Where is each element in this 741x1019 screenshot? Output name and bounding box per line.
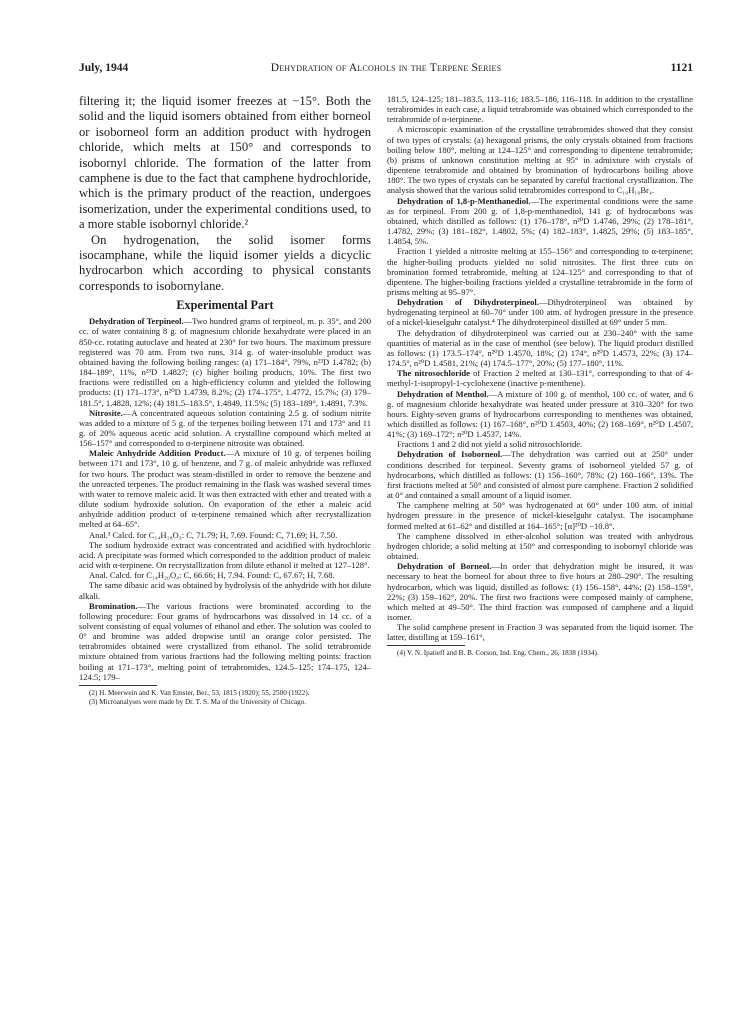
paragraph: Dehydration of Borneol.—In order that dehydration might be insured, it was necessary to heat the borneol for about three to five hours at 280–290°. The resulting hydrocarbon, which was liquid, distilled as follows: (1) 156–158°, 44%; (2) 158–159°, 22%; (3) 159–162°, 20%. The first two fractions were composed mainly of camphene, which melted at 49–50°. The third fraction was composed of camphene and a liquid isomer. — [387, 561, 693, 622]
paragraph: Nitrosite.—A concentrated aqueous solution containing 2.5 g. of sodium nitrite was added to a mixture of 5 g. of the terpenes boiling between 171 and 173° and 11 g. of 20% aqueous acetic acid solution. A crystalline compound which melted at 156–157° and corresponded to α-terpinene nitrosite was obtained. — [79, 407, 371, 449]
paragraph: On hydrogenation, the solid isomer forms isocamphane, while the liquid isomer yields a dicyclic hydrocarbon which according to physical constants corresponds to isobornylane. — [79, 232, 371, 293]
paragraph: Maleic Anhydride Addition Product.—A mixture of 10 g. of terpenes boiling between 171 and 173°, 10 g. of benzene, and 7 g. of maleic anhydride was refluxed for two hours. The product was steam-distilled in order to remove the benzene and the unreacted terpenes. The product remaining in the flask was washed several times with water to remove maleic acid. It was then extracted with ether and treated with a dilute sodium hydroxide solution. On evaporation of the ether a maleic acid anhydride addition product of α-terpinene remained which after recrystallization melted at 64–65°. — [79, 448, 371, 530]
analysis-line: Anal. Calcd. for C₁₄H₂₀O₄: C, 66.66; H, 7.94. Found: C, 67.67; H, 7.68. — [89, 570, 335, 581]
paragraph: The same dibasic acid was obtained by hydrolysis of the anhydride with hot dilute alkali. — [79, 580, 371, 601]
paragraph: Dehydration of Isoborneol.—The dehydration was carried out at 250° under conditions described for terpineol. Seventy grams of isoborneol yielded 57 g. of hydrocarbons, which distilled as follows: (1) 156–160°, 78%; (2) 160–166°, 13%. The first fractions melted at 50° and consisted of almost pure camphene. Fraction 2 solidified at 0° and contained a small amount of a liquid isomer. — [387, 449, 693, 501]
paragraph: The dehydration of dihydroterpineol was carried out at 230–240° with the same quantities of material as in the case of menthol (see below). The liquid product distilled as follows: (1) 173.5–174°, n²⁰D 1.4570, 18%; (2) 174°, n²⁰D 1.4573, 22%; (3) 174–174.5°, n²⁰D 1.4581, 21%; (4) 174.5–177°, 20%; (5) 177–180°, 11%. — [387, 327, 693, 369]
paragraph: filtering it; the liquid isomer freezes at −15°. Both the solid and the liquid isomers obtained from either borneol or isoborneol form an addition product with hydrogen chloride, which melts at 150° and corresponds to isobornyl chloride. The formation of the latter from camphene is due to the fact that camphene hydrochloride, which is the primary product of the reaction, undergoes isomerization, under the experimental conditions used, to a more stable isobornyl chloride.² — [79, 94, 371, 232]
runin-heading: Dehydration of Terpineol. — [89, 316, 184, 327]
runin-heading: Bromination. — [89, 600, 138, 611]
footnote-rule — [79, 685, 157, 686]
runin-heading: Dehydration of Menthol. — [397, 388, 489, 399]
right-column — [387, 94, 693, 996]
footnote: (3) Microanalyses were made by Dr. T. S. Ma of the University of Chicago. — [89, 697, 307, 706]
section-heading: Experimental Part — [176, 298, 274, 313]
paragraph: The camphene melting at 50° was hydrogenated at 60° under 100 atm. of initial hydrogen pressure in the presence of nickel-kieselguhr catalyst. The isocamphane formed melted at 61–62° and distilled at 164–165°; [α]²⁰D −10.8°. — [387, 500, 693, 531]
paragraph: Dehydration of Menthol.—A mixture of 100 g. of menthol, 100 cc. of water, and 6 g. of magnesium chloride hexahydrate was heated under pressure at 310–320° for two hours. Eighty-seven grams of hydrocarbons corresponding to menthenes was obtained, which distilled as follows: (1) 167–168°, n²⁰D 1.4503, 40%; (2) 168–169°, n²⁰D 1.4507, 41%; (3) 169–172°; n²⁰D 1.4537, 14%. — [387, 388, 693, 440]
runin-heading: The nitrosochloride — [397, 368, 470, 379]
paragraph: The camphene dissolved in ether-alcohol solution was treated with anhydrous hydrogen chloride; a solid melting at 150° and corresponding to isobornyl chloride was obtained. — [387, 530, 693, 562]
paragraph: Fractions 1 and 2 did not yield a solid nitrosochloride. — [397, 439, 583, 450]
paragraph: Bromination.—The various fractions were brominated according to the following procedure: Four grams of hydrocarbons was dissolved in 14 cc. of a solvent consisting of equal volumes of ethanol and ether. The solution was cooled to 0° and bromine was added dropwise until an orange color persisted. The tetrabromides obtained were crystallized from ethanol. The solid tetrabromide mixture obtained from various fractions had the following melting points: fraction boiling at 171–173°, melting point of tetrabromides, 124.5–125; 174–175, 124–124.5; 179– — [79, 600, 371, 682]
header-page-number: 1121 — [670, 62, 693, 74]
runin-heading: Maleic Anhydride Addition Product. — [89, 448, 226, 459]
paragraph: Dehydration of Terpineol.—Two hundred grams of terpineol, m. p. 35°, and 200 cc. of water containing 8 g. of magnesium chloride hexahydrate were placed in an 850-cc. rotating autoclave and heated at 230° for two hours. The maximum pressure registered was 70 atm. From two runs, 314 g. of water-insoluble product was obtained having the following boiling ranges: (a) 171–184°, 79%, n²³D 1.4782; (b) 184–189°, 11%, n²³D 1.4827; (c) higher boiling products, 10%. The first two fractions were redistilled on a high-efficiency column and yielded the following products: (1) 171–173°, n²⁰D 1.4739, 8.2%; (2) 174–175°, 1.4772, 15.7%; (3) 179–181.5°, 1.4828, 12%; (4) 181.5–183.5°, 1.4849, 11.5%; (5) 183–189°, 1.4891, 7.3%. — [79, 316, 371, 408]
header-date: July, 1944 — [79, 62, 129, 74]
paragraph: Dehydration of Dihydroterpineol.—Dihydroterpineol was obtained by hydrogenating terpineol at 60–70° under 100 atm. of hydrogen pressure in the presence of a nickel-kieselguhr catalyst.⁴ The dihydroterpineol distilled at 69° under 5 mm. — [387, 297, 693, 328]
running-header — [79, 62, 693, 78]
header-running-title: Dehydration of Alcohols in the Terpene Series — [270, 62, 502, 74]
paragraph: The nitrosochloride of Fraction 2 melted at 130–131°, corresponding to that of 4-methyl-1-isopropyl-1-cyclohexene (inactive p-menthene). — [387, 368, 693, 389]
left-column — [79, 94, 371, 996]
footnote: (2) H. Meerwein and K. Van Emster, Ber., 53, 1815 (1920); 55, 2500 (1922). — [89, 688, 310, 697]
paragraph: Dehydration of 1,8-p-Menthanediol.—The experimental conditions were the same as for terpineol. From 200 g. of 1,8-p-menthanediol, 141 g. of hydrocarbons was obtained, which distilled as follows: (1) 176–178°, n²⁰D 1.4746, 29%; (2) 178–181°, 1.4782, 29%; (3) 181–182°, 1.4802, 5%; (4) 182–183°, 1.4825, 29%; (5) 183–185°, 1.4854, 5%. — [387, 195, 693, 247]
runin-heading: Dehydration of Dihydroterpineol. — [397, 297, 539, 308]
runin-heading: Dehydration of Isoborneol. — [397, 449, 503, 460]
footnote-rule — [387, 645, 465, 646]
runin-heading: Nitrosite. — [89, 407, 123, 418]
paragraph: 181.5, 124–125; 181–183.5, 113–116; 183.5–186, 116–118. In addition to the crystalline tetrabromides in each case, a liquid tetrabromide was obtained which corresponded to the tetrabromide of α-terpinene. — [387, 94, 693, 125]
runin-heading: Dehydration of Borneol. — [397, 561, 492, 572]
paragraph: Fraction 1 yielded a nitrosite melting at 155–156° and corresponding to α-terpinene; the higher-boiling products yielded no solid nitrosites. The first three cuts on bromination formed tetrabromide, melting at 124–125° and corresponding to that of dipentene. The higher-boiling fractions yielded a crystalline tetrabromide in the form of prisms melting at 95–97°. — [387, 246, 693, 297]
runin-heading: Dehydration of 1,8-p-Menthanediol. — [397, 195, 531, 206]
paragraph: A microscopic examination of the crystalline tetrabromides showed that they consist of two types of crystals: (a) hexagonal prisms, the only crystals obtained from fractions boiling below 180°, melting at 124–125° and corresponding to dipentene tetrabromide; (b) prisms of unknown constitution melting at 95° in admixture with crystals of dipentene tetrabromide and obtained by bromination of hydrocarbons boiling above 180°. The two types of crystals can be separated by careful fractional crystallization. The analysis showed that the various solid tetrabromides correspond to C₁₀H₁₆Br₄. — [387, 124, 693, 196]
analysis-line: Anal.³ Calcd. for C₁₄H₁₈O₃: C, 71.79; H, 7.69. Found: C, 71.69; H, 7.50. — [89, 529, 338, 540]
paragraph: The solid camphene present in Fraction 3 was separated from the liquid isomer. The latter, distilling at 159–161°, — [387, 622, 693, 643]
footnote: (4) V. N. Ipatieff and B. B. Corson, Ind. Eng. Chem., 26, 1838 (1934). — [397, 649, 599, 658]
paragraph: The sodium hydroxide extract was concentrated and acidified with hydrochloric acid. A precipitate was formed which corresponded to the addition product of maleic acid with α-terpinene. On recrystallization from dilute ethanol it melted at 127–128°. — [79, 539, 371, 571]
